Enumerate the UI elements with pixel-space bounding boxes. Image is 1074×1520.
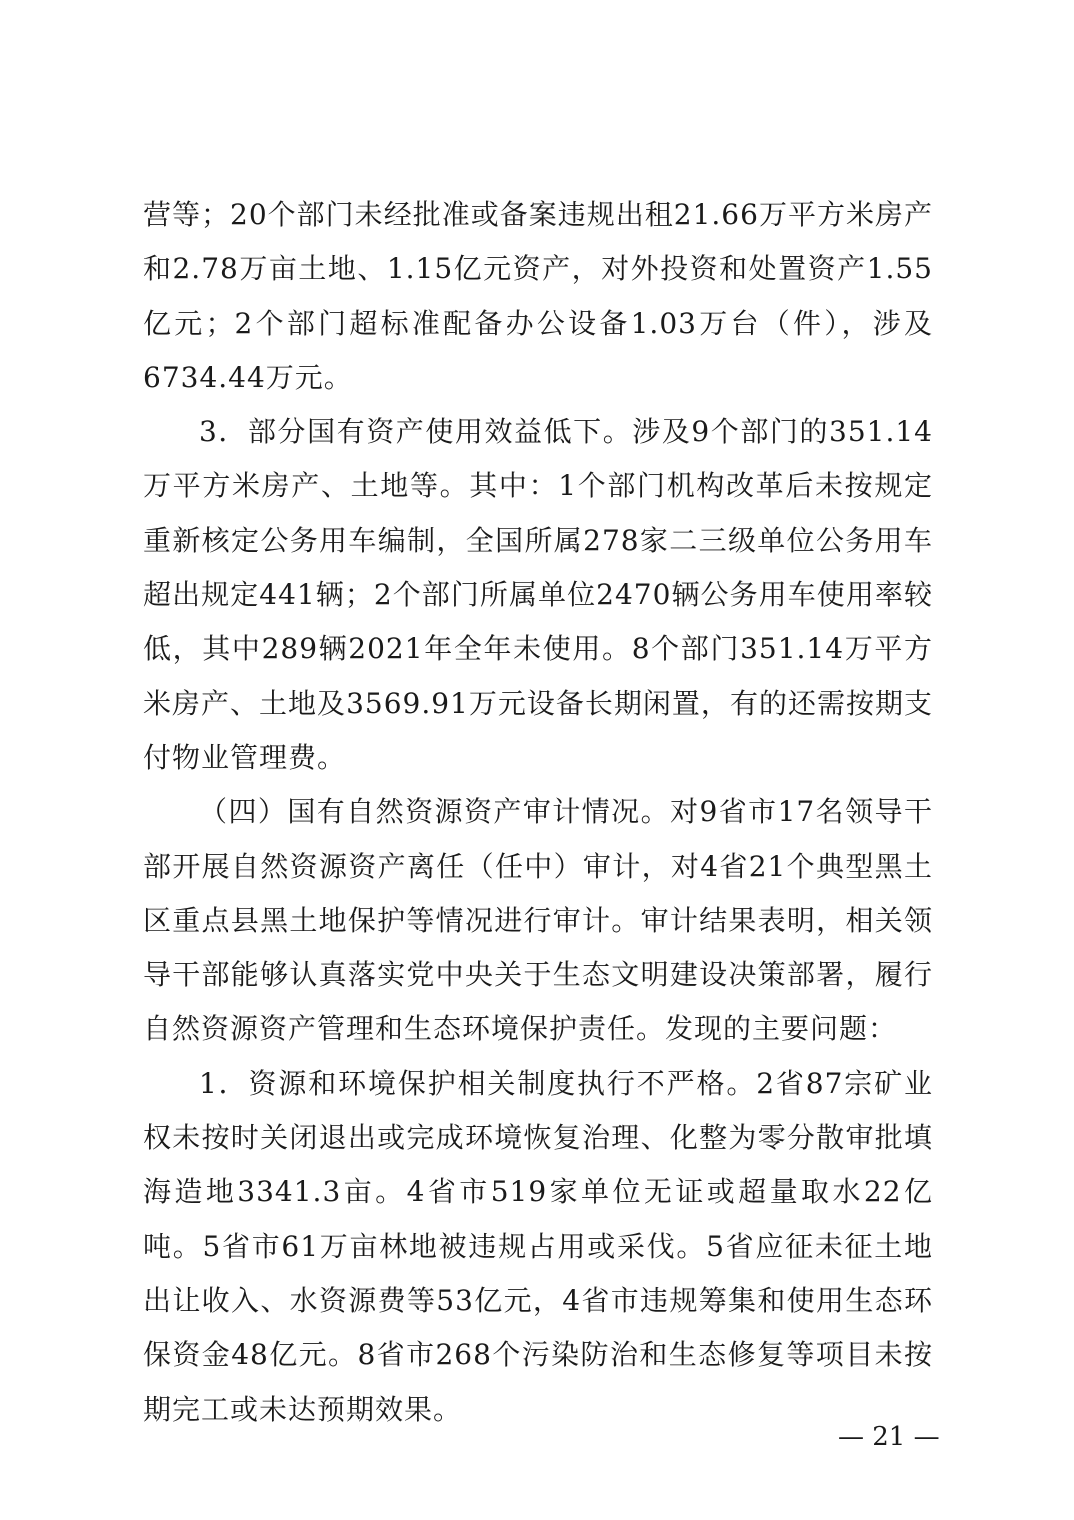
page-number: — 21 —: [838, 1422, 940, 1452]
paragraph-item-1: 1．资源和环境保护相关制度执行不严格。2省87宗矿业权未按时关闭退出或完成环境恢复治理、化整为零分散审批填海造地3341.3亩。4省市519家单位无证或超量取水22亿吨。5省市61万亩林地被违规占用或采伐。5省应征未征土地出让收入、水资源费等53亿元，4省市违规筹集和使用生态环保资金48亿元。8省市268个污染防治和生态修复等项目未按期完工或未达预期效果。: [143, 1066, 933, 1426]
paragraph-item-3: 3．部分国有资产使用效益低下。涉及9个部门的351.14万平方米房产、土地等。其中：1个部门机构改革后未按规定重新核定公务用车编制，全国所属278家二三级单位公务用车超出规定441辆；2个部门所属单位2470辆公务用车使用率较低，其中289辆2021年全年未使用。8个部门351.14万平方米房产、土地及3569.91万元设备长期闲置，有的还需按期支付物业管理费。: [143, 415, 933, 774]
paragraph-continued: 营等；20个部门未经批准或备案违规出租21.66万平方米房产和2.78万亩土地、1.15亿元资产，对外投资和处置资产1.55亿元；2个部门超标准配备办公设备1.03万台（件），涉及6734.44万元。: [143, 198, 933, 394]
paragraph-section-4: （四）国有自然资源资产审计情况。对9省市17名领导干部开展自然资源资产离任（任中）审计，对4省21个典型黑土区重点县黑土地保护等情况进行审计。审计结果表明，相关领导干部能够认真落实党中央关于生态文明建设决策部署，履行自然资源资产管理和生态环境保护责任。发现的主要问题：: [143, 795, 933, 1046]
body-text: [143, 188, 933, 1437]
